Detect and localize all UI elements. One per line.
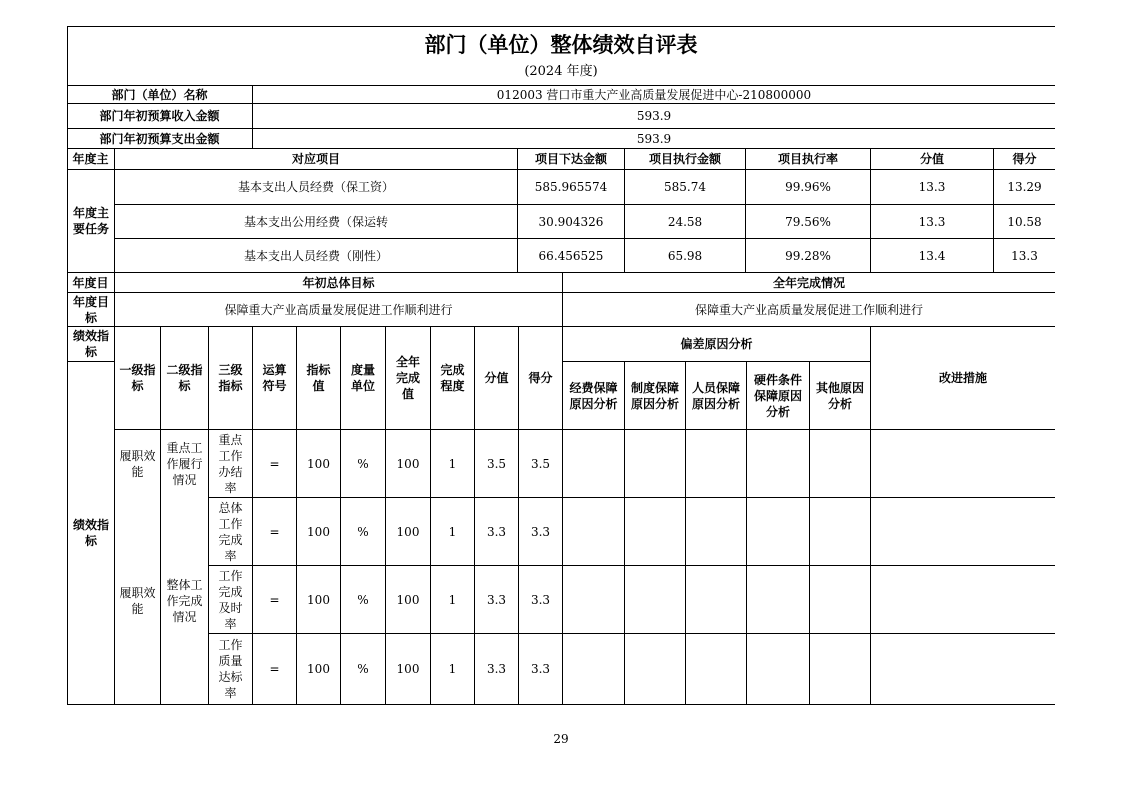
- indicator-row-2-operator: =: [269, 524, 280, 539]
- task-row-3-score-value: 13.4: [918, 248, 946, 263]
- group2-level1: 履职效能: [119, 586, 156, 616]
- task-row-1-score-value: 13.3: [918, 180, 946, 194]
- goal-row-label: 年度目标: [72, 294, 109, 325]
- indicator-row-2-score: 3.3: [530, 524, 551, 539]
- task-row-1-issued: 585.965574: [534, 180, 608, 194]
- indicator-row-3-target: 100: [307, 592, 330, 607]
- task-row-1-score: 13.29: [1007, 180, 1042, 194]
- indicator-row-3-score-value: 3.3: [486, 592, 507, 607]
- task-row-2-issued: 30.904326: [538, 214, 604, 229]
- task-row-2-score-value: 13.3: [918, 214, 946, 229]
- indicator-row-1-score-value: 3.5: [486, 456, 507, 471]
- header-operator: 运算符号: [262, 363, 287, 393]
- expense-label: 部门年初预算支出金额: [99, 131, 220, 146]
- indicator-row-2-unit: %: [357, 524, 369, 539]
- task-row-1-rate: 99.96%: [785, 180, 831, 194]
- header-score-value: 分值: [484, 371, 509, 385]
- indicator-row-1-score: 3.5: [530, 456, 551, 471]
- task-row-2-executed: 24.58: [667, 214, 703, 229]
- task-row-3-executed: 65.98: [667, 248, 703, 263]
- header-level1: 一级指标: [119, 363, 156, 393]
- indicator-row-1-operator: =: [269, 456, 280, 471]
- task-row-3-name: 基本支出人员经费（刚性）: [243, 248, 388, 263]
- indicator-label-main: 绩效指标: [72, 518, 109, 548]
- task-row-3-issued: 66.456525: [538, 248, 604, 263]
- indicator-row-4-unit: %: [357, 662, 369, 676]
- header-dev-system: 制度保障原因分析: [630, 380, 679, 411]
- border-bottom: [67, 704, 1055, 705]
- indicator-row-1-annual-value: 100: [396, 456, 420, 471]
- indicator-row-3-unit: %: [357, 592, 369, 607]
- task-header-issued: 项目下达金额: [534, 152, 607, 166]
- indicator-row-3-level3: 工作完成及时率: [218, 568, 243, 631]
- indicator-row-3-operator: =: [269, 592, 280, 607]
- task-header-project: 对应项目: [291, 152, 340, 166]
- group1-level1: 履职效能: [119, 448, 156, 479]
- indicator-row-1-degree: 1: [448, 456, 457, 471]
- indicator-row-4-operator: =: [269, 662, 280, 676]
- task-row-2-score: 10.58: [1007, 214, 1042, 229]
- header-degree: 完成程度: [440, 363, 465, 393]
- indicator-row-3-score: 3.3: [530, 592, 551, 607]
- header-dev-other: 其他原因分析: [816, 380, 865, 411]
- group2-level2: 整体工作完成情况: [166, 578, 203, 624]
- income-value: 593.9: [636, 109, 672, 123]
- header-improvement: 改进措施: [938, 371, 987, 385]
- indicator-row-4-score: 3.3: [530, 662, 551, 676]
- task-header-executed: 项目执行金额: [648, 152, 721, 166]
- header-level3: 三级指标: [218, 363, 243, 393]
- indicator-row-4-level3: 工作质量达标率: [218, 638, 243, 700]
- indicator-row-1-level3: 重点工作办结率: [218, 432, 243, 495]
- dept-name-label: 部门（单位）名称: [111, 87, 208, 102]
- indicator-row-3-degree: 1: [448, 592, 457, 607]
- task-section-label: 年度主要任务: [72, 206, 109, 236]
- expense-value: 593.9: [636, 131, 672, 146]
- header-score: 得分: [528, 371, 553, 385]
- indicator-row-4-score-value: 3.3: [486, 662, 507, 676]
- header-deviation: 偏差原因分析: [680, 337, 753, 351]
- task-header-col0: 年度主: [72, 152, 109, 166]
- border-top: [67, 26, 1055, 27]
- indicator-row-2-score-value: 3.3: [486, 524, 507, 539]
- indicator-row-2-target: 100: [307, 524, 330, 539]
- task-header-score: 得分: [1012, 152, 1037, 166]
- task-row-2-name: 基本支出公用经费（保运转: [243, 214, 388, 229]
- header-dev-hardware: 硬件条件保障原因分析: [753, 372, 802, 419]
- task-header-score-value: 分值: [919, 152, 944, 166]
- header-annual-value: 全年完成值: [395, 355, 420, 401]
- indicator-row-2-degree: 1: [448, 524, 457, 539]
- indicator-label-top: 绩效指标: [72, 329, 109, 359]
- header-level2: 二级指标: [166, 363, 203, 393]
- goal-header-col0: 年度目: [72, 275, 109, 290]
- task-header-rate: 项目执行率: [777, 152, 838, 166]
- indicator-row-1-target: 100: [307, 456, 330, 471]
- task-row-1-executed: 585.74: [664, 180, 706, 194]
- page-number: 29: [553, 732, 569, 746]
- task-row-3-rate: 99.28%: [785, 248, 831, 263]
- indicator-row-1-unit: %: [357, 456, 369, 471]
- task-row-3-score: 13.3: [1011, 248, 1038, 263]
- indicator-row-4-annual-value: 100: [396, 662, 420, 676]
- goal-header-initial: 年初总体目标: [302, 275, 375, 290]
- indicator-row-2-annual-value: 100: [396, 524, 420, 539]
- header-dev-personnel: 人员保障原因分析: [691, 380, 740, 411]
- indicator-row-3-annual-value: 100: [396, 592, 420, 607]
- header-target: 指标值: [306, 363, 331, 393]
- goal-completion-text: 保障重大产业高质量发展促进工作顺利进行: [694, 302, 923, 317]
- goal-initial-text: 保障重大产业高质量发展促进工作顺利进行: [224, 302, 453, 317]
- indicator-row-4-degree: 1: [448, 662, 457, 676]
- goal-header-completion: 全年完成情况: [772, 275, 845, 290]
- header-unit: 度量单位: [350, 363, 375, 393]
- income-label: 部门年初预算收入金额: [99, 109, 220, 123]
- header-dev-funding: 经费保障原因分析: [569, 380, 618, 411]
- group1-level2: 重点工作履行情况: [166, 440, 203, 487]
- indicator-row-4-target: 100: [307, 662, 330, 676]
- page-title: 部门（单位）整体绩效自评表: [424, 33, 698, 57]
- task-row-2-rate: 79.56%: [785, 214, 831, 229]
- dept-name-value: 012003 营口市重大产业高质量发展促进中心-210800000: [496, 87, 812, 102]
- page-subtitle: (2024 年度): [524, 64, 598, 79]
- indicator-row-2-level3: 总体工作完成率: [218, 500, 243, 563]
- task-row-1-name: 基本支出人员经费（保工资）: [237, 180, 394, 194]
